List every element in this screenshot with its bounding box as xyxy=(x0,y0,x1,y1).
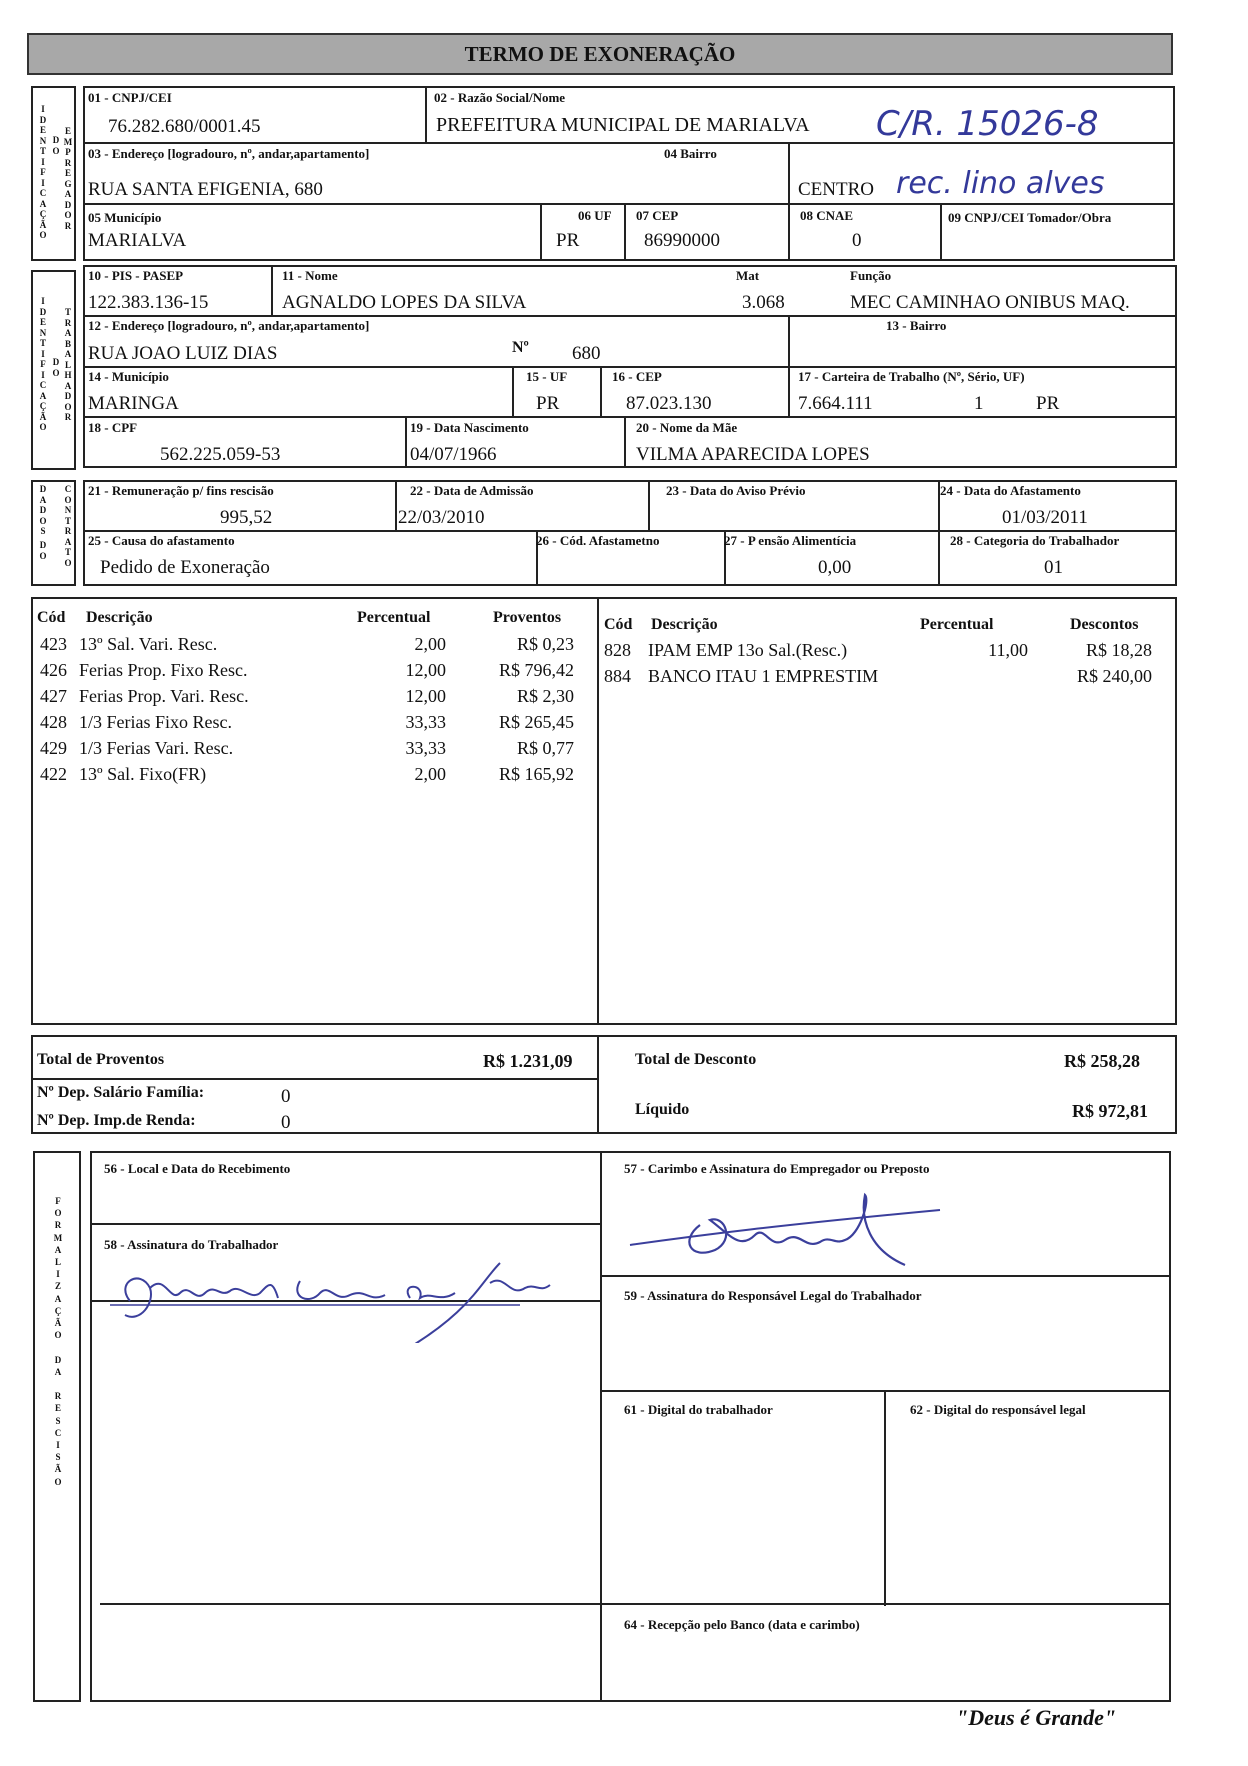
descontos-header-val: Descontos xyxy=(1070,616,1139,633)
cod-afast-label: 26 - Cód. Afastametno xyxy=(536,533,660,548)
uf-emp-label: 06 UF xyxy=(578,208,612,223)
employer-signature xyxy=(620,1190,950,1280)
cnae-label: 08 CNAE xyxy=(800,208,854,223)
proventos-cell-cod: 426 xyxy=(40,660,67,680)
handwritten-ref: C/R. 15026-8 xyxy=(876,104,1099,144)
pis-label: 10 - PIS - PASEP xyxy=(88,268,184,283)
bairro-trab-label: 13 - Bairro xyxy=(886,318,947,333)
ctps-num-value: 7.664.111 xyxy=(798,393,873,414)
afast-value: 01/03/2011 xyxy=(1002,507,1088,528)
contrato-side-label-2: D O xyxy=(39,540,47,561)
descontos-cell-pct: 11,00 xyxy=(988,640,1028,660)
dep-sf-label: Nº Dep. Salário Família: xyxy=(37,1084,205,1101)
cnpj-value: 76.282.680/0001.45 xyxy=(108,116,261,137)
proventos-cell-desc: 1/3 Ferias Vari. Resc. xyxy=(79,738,234,758)
proventos-header-desc: Descrição xyxy=(86,609,153,626)
proventos-cell-pct: 12,00 xyxy=(405,660,446,680)
pis-value: 122.383.136-15 xyxy=(88,292,209,313)
descontos-cell-val: R$ 240,00 xyxy=(1076,666,1152,686)
categoria-value: 01 xyxy=(1044,557,1063,578)
f59-label: 59 - Assinatura do Responsável Legal do Trabalhador xyxy=(624,1288,922,1303)
pensao-label: 27 - P ensão Alimentícia xyxy=(724,533,857,548)
proventos-cell-pct: 2,00 xyxy=(414,634,446,654)
uf-emp-value: PR xyxy=(556,230,580,251)
remun-value: 995,52 xyxy=(220,507,273,528)
f62-label: 62 - Digital do responsável legal xyxy=(910,1402,1086,1417)
uf-trab-value: PR xyxy=(536,393,560,414)
total-desconto-value: R$ 258,28 xyxy=(1064,1051,1140,1071)
municipio-trab-label: 14 - Município xyxy=(88,369,169,384)
proventos-header-cod: Cód xyxy=(37,609,66,626)
descontos-header-cod: Cód xyxy=(604,616,633,633)
pensao-value: 0,00 xyxy=(818,557,852,578)
total-proventos-value: R$ 1.231,09 xyxy=(483,1051,573,1071)
aviso-label: 23 - Data do Aviso Prévio xyxy=(666,483,806,498)
total-proventos-label: Total de Proventos xyxy=(37,1051,165,1068)
proventos-cell-desc: Ferias Prop. Vari. Resc. xyxy=(79,686,249,706)
cep-trab-label: 16 - CEP xyxy=(612,369,662,384)
afast-label: 24 - Data do Afastamento xyxy=(940,483,1081,498)
proventos-cell-val: R$ 265,45 xyxy=(498,712,574,732)
formalizacao-side-label: F O R M A L I Z A Ç Ã O D A R E S C I S Ã O xyxy=(53,1196,63,1487)
proventos-cell-val: R$ 796,42 xyxy=(498,660,574,680)
proventos-header-pct: Percentual xyxy=(357,609,431,626)
numero-label: Nº xyxy=(512,339,529,356)
f57-label: 57 - Carimbo e Assinatura do Empregador ou Preposto xyxy=(624,1161,930,1176)
nasc-label: 19 - Data Nascimento xyxy=(410,420,529,435)
categoria-label: 28 - Categoria do Trabalhador xyxy=(950,533,1120,548)
proventos-cell-cod: 428 xyxy=(40,712,67,732)
proventos-cell-val: R$ 2,30 xyxy=(516,686,574,706)
descontos-cell-cod: 884 xyxy=(604,666,631,686)
proventos-cell-desc: 1/3 Ferias Fixo Resc. xyxy=(79,712,232,732)
cpf-value: 562.225.059-53 xyxy=(160,444,281,465)
razao-value: PREFEITURA MUNICIPAL DE MARIALVA xyxy=(436,114,810,136)
endereco-trab-value: RUA JOAO LUIZ DIAS xyxy=(88,343,278,364)
proventos-header-val: Proventos xyxy=(493,609,562,626)
admissao-value: 22/03/2010 xyxy=(398,507,485,528)
admissao-label: 22 - Data de Admissão xyxy=(410,483,534,498)
handwritten-note: rec. lino alves xyxy=(896,166,1105,201)
total-desconto-label: Total de Desconto xyxy=(635,1051,757,1068)
cep-trab-value: 87.023.130 xyxy=(626,393,712,414)
liquido-label: Líquido xyxy=(635,1101,690,1118)
endereco-emp-label: 03 - Endereço [logradouro, nº, andar,apartamento] xyxy=(88,146,370,161)
causa-value: Pedido de Exoneração xyxy=(100,557,270,578)
tomador-label: 09 CNPJ/CEI Tomador/Obra xyxy=(948,210,1112,225)
bairro-emp-value: CENTRO xyxy=(798,179,874,200)
uf-trab-label: 15 - UF xyxy=(526,369,568,384)
proventos-cell-cod: 429 xyxy=(40,738,67,758)
municipio-trab-value: MARINGA xyxy=(88,393,179,414)
mae-label: 20 - Nome da Mãe xyxy=(636,420,738,435)
dep-ir-label: Nº Dep. Imp.de Renda: xyxy=(37,1112,196,1129)
ctps-label: 17 - Carteira de Trabalho (Nº, Sério, UF) xyxy=(798,369,1025,384)
dep-sf-value: 0 xyxy=(281,1086,291,1107)
proventos-cell-val: R$ 0,77 xyxy=(516,738,574,758)
proventos-cell-cod: 423 xyxy=(40,634,67,654)
descontos-header-desc: Descrição xyxy=(651,616,718,633)
proventos-cell-desc: Ferias Prop. Fixo Resc. xyxy=(79,660,248,680)
trabalhador-side-label-1: I D E N T I F I C A Ç Ã O xyxy=(39,296,47,432)
trabalhador-side-label-3: T R A B A L H A D O R xyxy=(64,307,72,422)
mat-value: 3.068 xyxy=(742,292,785,313)
f56-label: 56 - Local e Data do Recebimento xyxy=(104,1161,291,1176)
nome-label: 11 - Nome xyxy=(282,268,338,283)
proventos-cell-pct: 33,33 xyxy=(405,712,446,732)
ctps-uf-value: PR xyxy=(1036,393,1060,414)
dep-ir-value: 0 xyxy=(281,1112,291,1133)
proventos-cell-pct: 2,00 xyxy=(414,764,446,784)
worker-signature xyxy=(110,1243,560,1343)
empregador-side-label-3: E M P R E G A D O R xyxy=(63,126,73,231)
proventos-cell-val: R$ 165,92 xyxy=(498,764,574,784)
nome-value: AGNALDO LOPES DA SILVA xyxy=(282,292,527,313)
liquido-value: R$ 972,81 xyxy=(1072,1101,1148,1121)
mae-value: VILMA APARECIDA LOPES xyxy=(636,444,870,465)
f61-label: 61 - Digital do trabalhador xyxy=(624,1402,773,1417)
proventos-cell-desc: 13º Sal. Fixo(FR) xyxy=(79,764,207,784)
numero-value: 680 xyxy=(572,343,601,364)
footer-motto: "Deus é Grande" xyxy=(956,1705,1117,1730)
cnpj-label: 01 - CNPJ/CEI xyxy=(88,90,172,105)
descontos-cell-desc: IPAM EMP 13o Sal.(Resc.) xyxy=(648,640,848,660)
cnae-value: 0 xyxy=(852,230,862,251)
bairro-emp-label: 04 Bairro xyxy=(664,146,717,161)
funcao-label: Função xyxy=(850,268,892,283)
proventos-cell-cod: 422 xyxy=(40,764,67,784)
descontos-cell-cod: 828 xyxy=(604,640,631,660)
document-title: TERMO DE EXONERAÇÃO xyxy=(27,33,1173,75)
proventos-cell-desc: 13º Sal. Vari. Resc. xyxy=(79,634,218,654)
f58-label: 58 - Assinatura do Trabalhador xyxy=(104,1237,279,1252)
cep-emp-label: 07 CEP xyxy=(636,208,679,223)
cep-emp-value: 86990000 xyxy=(644,230,720,251)
proventos-cell-pct: 33,33 xyxy=(405,738,446,758)
trabalhador-side-label-2: D O xyxy=(52,357,60,378)
empregador-side-label-1: I D E N T I F I C A Ç Ã O xyxy=(39,104,47,240)
mat-label: Mat xyxy=(736,268,760,283)
funcao-value: MEC CAMINHAO ONIBUS MAQ. xyxy=(850,292,1130,313)
proventos-cell-cod: 427 xyxy=(40,686,67,706)
proventos-cell-pct: 12,00 xyxy=(405,686,446,706)
razao-label: 02 - Razão Social/Nome xyxy=(434,90,566,105)
nasc-value: 04/07/1966 xyxy=(410,444,497,465)
endereco-emp-value: RUA SANTA EFIGENIA, 680 xyxy=(88,179,323,200)
remun-label: 21 - Remuneração p/ fins rescisão xyxy=(88,483,274,498)
empregador-side-label-2: D O xyxy=(52,135,60,156)
f64-label: 64 - Recepção pelo Banco (data e carimbo) xyxy=(624,1617,860,1632)
causa-label: 25 - Causa do afastamento xyxy=(88,533,235,548)
municipio-emp-label: 05 Município xyxy=(88,210,162,225)
endereco-trab-label: 12 - Endereço [logradouro, nº, andar,apartamento] xyxy=(88,318,370,333)
ctps-serie-value: 1 xyxy=(974,393,984,414)
descontos-cell-val: R$ 18,28 xyxy=(1085,640,1152,660)
contrato-side-label-1: D A D O S xyxy=(39,484,47,536)
contrato-side-label-3: C O N T R A T O xyxy=(64,484,72,568)
descontos-cell-desc: BANCO ITAU 1 EMPRESTIM xyxy=(648,666,879,686)
proventos-cell-val: R$ 0,23 xyxy=(516,634,574,654)
municipio-emp-value: MARIALVA xyxy=(88,230,187,251)
cpf-label: 18 - CPF xyxy=(88,420,138,435)
descontos-header-pct: Percentual xyxy=(920,616,994,633)
